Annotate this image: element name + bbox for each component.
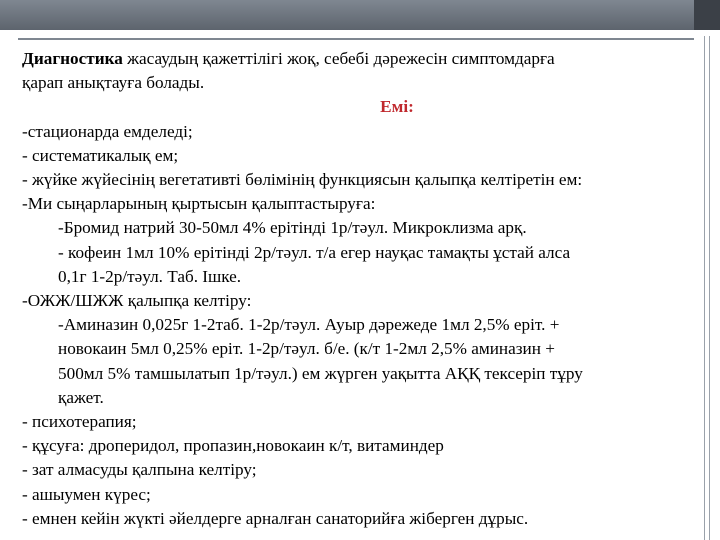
slide-content xyxy=(22,47,692,531)
intro-bold-term: Диагностика xyxy=(22,49,123,68)
treatment-item: - құсуға: дроперидол, пропазин,новокаин к/т, витаминдер xyxy=(22,436,444,456)
intro-line-2: қарап анықтауға болады. xyxy=(22,73,205,93)
treatment-subitem: 0,1г 1-2р/тәул. Таб. Ішке. xyxy=(58,266,242,286)
intro-line-1 xyxy=(22,47,692,71)
treatment-subitem: қажет. xyxy=(58,387,104,407)
slide-right-border-line-inner xyxy=(709,36,710,540)
slide-top-bar xyxy=(0,0,720,30)
treatment-title: Емі: xyxy=(380,97,414,117)
treatment-subitem: новокаин 5мл 0,25% ерiт. 1-2р/тәул. б/е. (к/т 1-2мл 2,5% аминазин + xyxy=(58,339,555,359)
treatment-item: -ОЖЖ/ШЖЖ қалыпқа келтіру: xyxy=(22,291,252,311)
treatment-subitem: - кофеин 1мл 10% ерітінді 2р/тәул. т/а егер науқас тамақты ұстай алса xyxy=(58,242,571,262)
treatment-subitem: 500мл 5% тамшылатып 1р/тәул.) ем жүрген уақытта АҚҚ тексеріп тұру xyxy=(58,363,583,383)
treatment-item: - зат алмасуды қалпына келтіру; xyxy=(22,460,257,480)
treatment-item: -Ми сыңарларының қыртысын қалыптастыруға: xyxy=(22,194,376,214)
intro-text: жасаудың қажеттілігі жоқ, себебі дәрежесін симптомдарға xyxy=(122,49,555,68)
treatment-subitem: -Бромид натрий 30-50мл 4% ерітінді 1р/тәул. Микроклизма арқ. xyxy=(58,218,527,238)
slide-right-border-line xyxy=(704,36,705,540)
treatment-item: - психотерапия; xyxy=(22,412,137,432)
treatment-subitem: -Аминазин 0,025г 1-2таб. 1-2р/тәул. Ауыр дәрежеде 1мл 2,5% ерiт. + xyxy=(58,315,560,335)
slide-right-frame xyxy=(696,30,720,540)
treatment-item: - ашыумен күрес; xyxy=(22,484,151,504)
treatment-item: - емнен кейін жүкті әйелдерге арналған санаторийға жіберген дұрыс. xyxy=(22,508,529,528)
slide-top-rule xyxy=(18,38,694,40)
treatment-item: - систематикалық ем; xyxy=(22,145,179,165)
treatment-item: - жүйке жүйесінің вегетативті бөлімінің функциясын қалыпқа келтіретін ем: xyxy=(22,170,583,190)
treatment-item: -стационарда емделеді; xyxy=(22,121,193,141)
slide-top-bar-accent xyxy=(694,0,720,30)
